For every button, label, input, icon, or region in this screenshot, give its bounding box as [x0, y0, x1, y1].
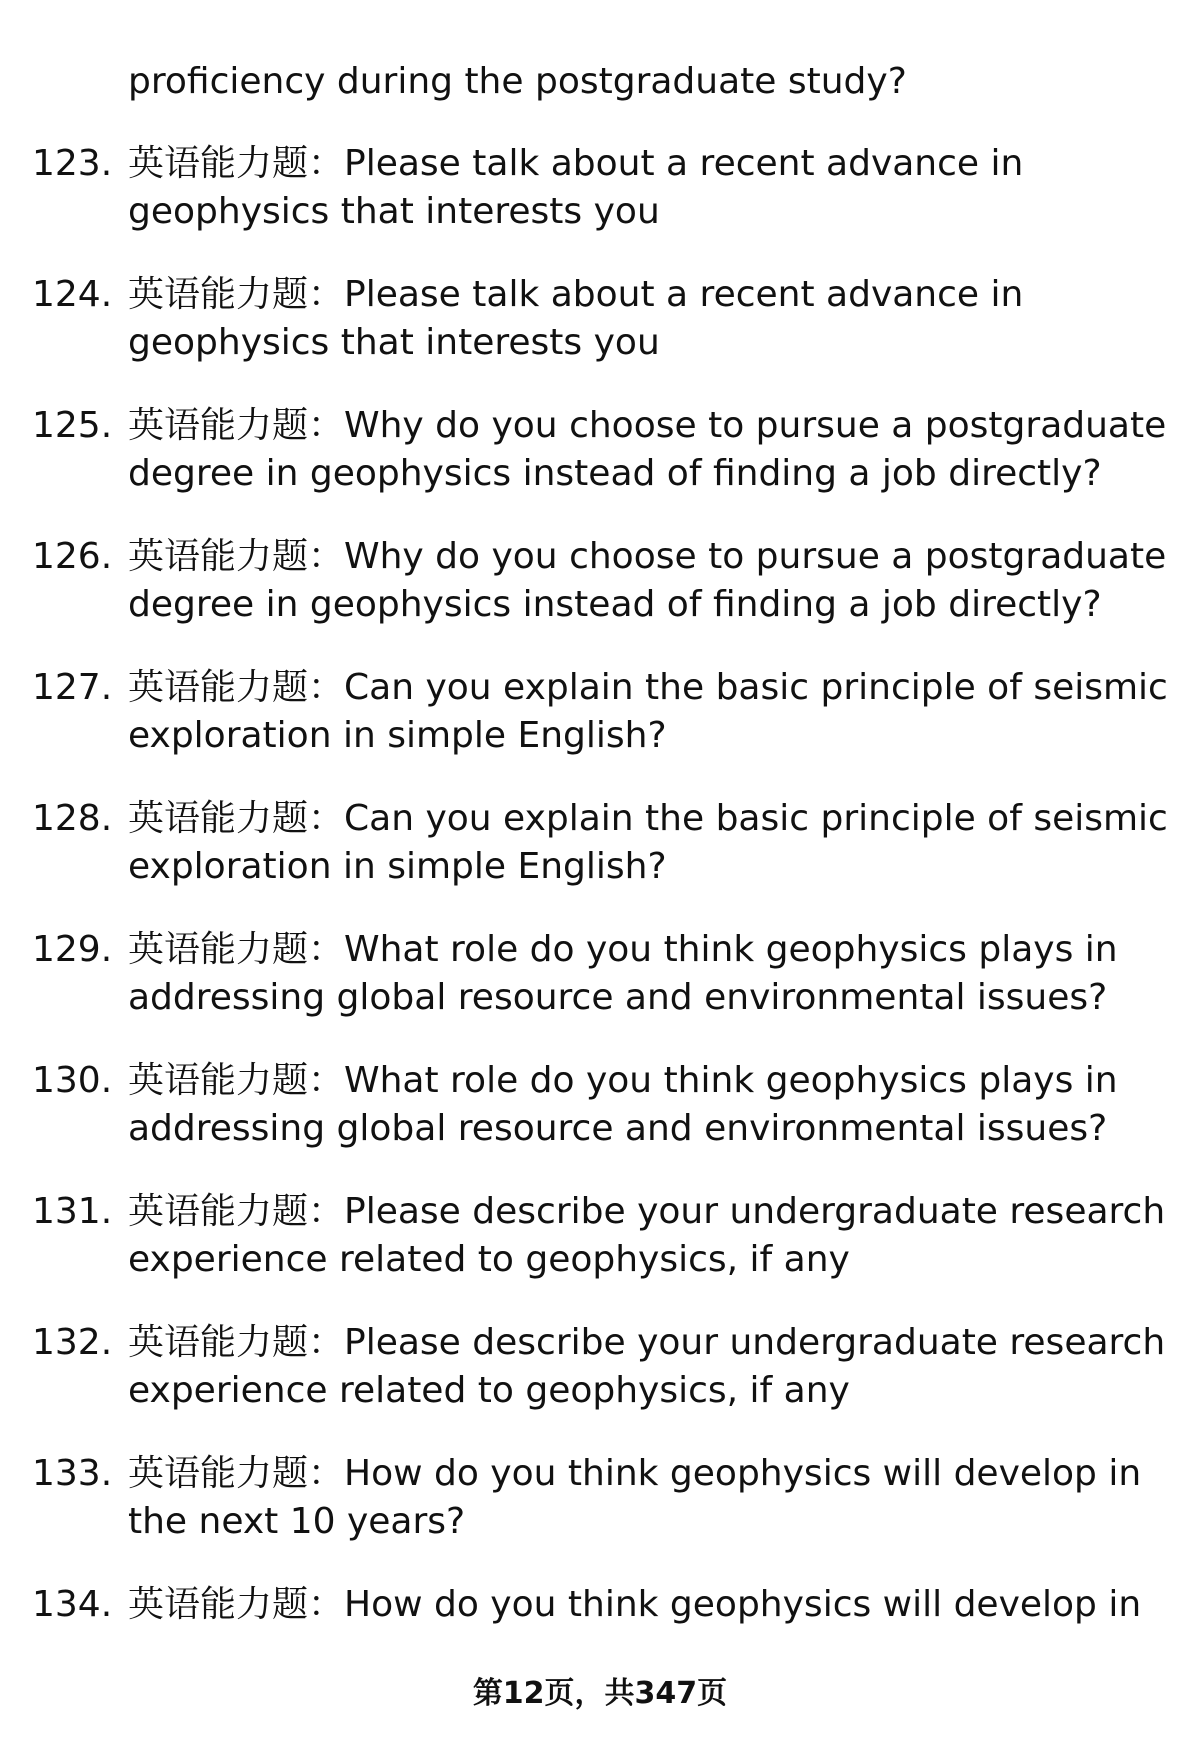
- question-text: 英语能力题：Please talk about a recent advance in geophysics that interests you: [128, 274, 1024, 363]
- question-number: 130.: [32, 1060, 113, 1101]
- question-item: [0, 795, 1200, 891]
- question-item: [0, 402, 1200, 498]
- question-text: 英语能力题：What role do you think geophysics plays in addressing global resource and environmental issues?: [128, 929, 1118, 1018]
- question-text: 英语能力题：Can you explain the basic principle of seismic exploration in simple English?: [128, 667, 1168, 756]
- question-item: [0, 140, 1200, 236]
- question-number: 134.: [32, 1584, 113, 1625]
- question-number: 127.: [32, 667, 113, 708]
- question-item: [0, 533, 1200, 629]
- question-number: 124.: [32, 274, 113, 315]
- question-text: 英语能力题：How do you think geophysics will develop in: [128, 1584, 1142, 1625]
- question-number: 123.: [32, 143, 113, 184]
- question-number: 128.: [32, 798, 113, 839]
- page-footer: 第12页，共347页: [472, 1676, 728, 1711]
- question-number: 131.: [32, 1191, 113, 1232]
- question-text: 英语能力题：Please talk about a recent advance in geophysics that interests you: [128, 143, 1024, 232]
- question-number: 129.: [32, 929, 113, 970]
- question-item: [0, 926, 1200, 1022]
- question-item: [0, 1319, 1200, 1415]
- question-item: [0, 271, 1200, 367]
- question-list: [0, 140, 1200, 1664]
- question-item: [0, 1581, 1200, 1629]
- question-text: 英语能力题：Please describe your undergraduate research experience related to geophysics, if any: [128, 1191, 1166, 1280]
- question-text: 英语能力题：What role do you think geophysics plays in addressing global resource and environmental issues?: [128, 1060, 1118, 1149]
- question-item: [0, 1188, 1200, 1284]
- question-number: 126.: [32, 536, 113, 577]
- question-number: 125.: [32, 405, 113, 446]
- continuation-text: proficiency during the postgraduate study?: [128, 61, 907, 102]
- question-item: [0, 1057, 1200, 1153]
- question-item: [0, 664, 1200, 760]
- question-number: 132.: [32, 1322, 113, 1363]
- question-text: 英语能力题：How do you think geophysics will develop in the next 10 years?: [128, 1453, 1142, 1542]
- question-text: 英语能力题：Why do you choose to pursue a postgraduate degree in geophysics instead of finding a job directly?: [128, 536, 1167, 625]
- question-number: 133.: [32, 1453, 113, 1494]
- question-item: [0, 1450, 1200, 1546]
- question-text: 英语能力题：Please describe your undergraduate research experience related to geophysics, if any: [128, 1322, 1166, 1411]
- question-text: 英语能力题：Can you explain the basic principle of seismic exploration in simple English?: [128, 798, 1168, 887]
- question-text: 英语能力题：Why do you choose to pursue a postgraduate degree in geophysics instead of finding a job directly?: [128, 405, 1167, 494]
